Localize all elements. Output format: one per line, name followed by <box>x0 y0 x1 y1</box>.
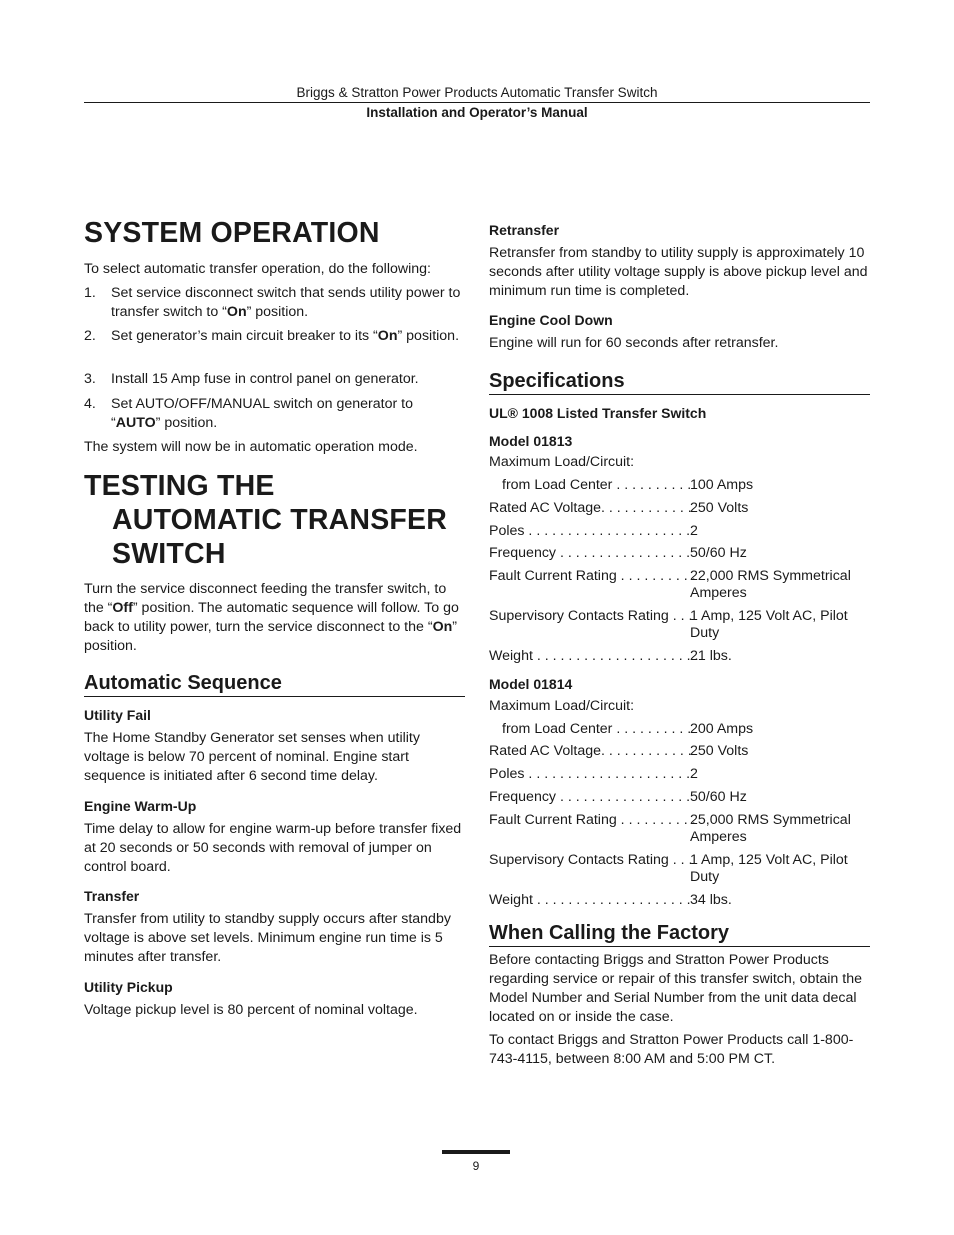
calling-factory-paragraph-2: To contact Briggs and Stratton Power Products call 1-800-743-4115, between 8:00 AM and 5:00 PM CT. <box>489 1032 854 1067</box>
spec-value: 1 Amp, 125 Volt AC, Pilot Duty <box>690 852 848 885</box>
spec-row <box>489 812 870 845</box>
calling-factory-heading: When Calling the Factory <box>489 921 870 947</box>
spec-label: Frequency . . . . . . . . . . . . . . . . . <box>489 545 691 561</box>
spec-value: 1 Amp, 125 Volt AC, Pilot Duty <box>690 608 848 641</box>
spec-value: 250 Volts <box>690 500 749 516</box>
step-number: 4. <box>84 396 96 412</box>
step-4 <box>84 395 465 433</box>
engine-warmup-heading: Engine Warm-Up <box>84 798 197 814</box>
testing-heading-line3: SWITCH <box>112 538 226 570</box>
system-operation-heading: SYSTEM OPERATION <box>84 217 380 249</box>
spec-label: Rated AC Voltage. . . . . . . . . . . . <box>489 500 692 516</box>
step-number: 3. <box>84 371 96 387</box>
spec-row <box>489 608 870 641</box>
testing-heading <box>84 469 447 571</box>
spec-row <box>489 454 870 471</box>
spec-row <box>489 852 870 885</box>
spec-value: 22,000 RMS Symmetrical Amperes <box>690 568 851 601</box>
step-text-end: ” position. <box>155 415 218 431</box>
step-bold-text: AUTO <box>115 415 156 431</box>
spec-value: 34 lbs. <box>690 892 732 908</box>
spec-value: 2 <box>690 766 698 782</box>
spec-value: 100 Amps <box>690 477 754 493</box>
utility-pickup-heading: Utility Pickup <box>84 979 173 995</box>
spec-label: Frequency . . . . . . . . . . . . . . . . . <box>489 789 691 805</box>
spec-label: from Load Center . . . . . . . . . . <box>502 477 692 493</box>
header-rule <box>84 102 870 103</box>
spec-label: Supervisory Contacts Rating . . . <box>489 608 693 624</box>
spec-value: 200 Amps <box>690 721 754 737</box>
spec-row <box>489 743 870 760</box>
page-number: 9 <box>472 1159 480 1173</box>
running-header <box>84 84 870 121</box>
step-1 <box>84 284 465 322</box>
spec-label: Weight . . . . . . . . . . . . . . . . . . . . <box>489 892 691 908</box>
retransfer-heading: Retransfer <box>489 222 560 238</box>
spec-row <box>489 545 870 562</box>
step-number: 1. <box>84 285 96 301</box>
engine-cooldown-text: Engine will run for 60 seconds after retransfer. <box>489 335 779 351</box>
testing-heading-line2: AUTOMATIC TRANSFER <box>112 504 448 536</box>
utility-fail-heading: Utility Fail <box>84 707 151 723</box>
step-text-end: ” position. <box>246 304 309 320</box>
spec-value: 50/60 Hz <box>690 545 747 561</box>
step-2 <box>84 327 465 346</box>
calling-factory-paragraph-1: Before contacting Briggs and Stratton Power Products regarding service or repair of this transfer switch, obtain the Model Number and Serial Number from the unit data decal located on or inside the case. <box>489 952 862 1025</box>
engine-cooldown-heading: Engine Cool Down <box>489 312 613 328</box>
model-01814-heading: Model 01814 <box>489 676 573 692</box>
step-number: 2. <box>84 328 96 344</box>
step-text-end: ” position. <box>397 328 460 344</box>
spec-row <box>489 523 870 540</box>
spec-row <box>489 789 870 806</box>
spec-label: Rated AC Voltage. . . . . . . . . . . . <box>489 743 692 759</box>
spec-row <box>489 500 870 517</box>
spec-label: Poles . . . . . . . . . . . . . . . . . . . . . <box>489 766 691 782</box>
step-3 <box>84 370 465 389</box>
spec-value: 50/60 Hz <box>690 789 747 805</box>
spec-label: from Load Center . . . . . . . . . . <box>502 721 692 737</box>
spec-row <box>489 698 870 715</box>
utility-pickup-text: Voltage pickup level is 80 percent of nominal voltage. <box>84 1002 418 1018</box>
retransfer-text: Retransfer from standby to utility supply is approximately 10 seconds after utility voltage supply is above pickup level and minimum run time is completed. <box>489 245 868 299</box>
testing-paragraph: Turn the service disconnect feeding the transfer switch, to the “Off” position. The automatic sequence will follow. To go back to utility power, turn the service disconnect to the “On” position. <box>84 581 459 654</box>
spec-label: Fault Current Rating . . . . . . . . . . <box>489 568 696 584</box>
utility-fail-text: The Home Standby Generator set senses when utility voltage is below 70 percent of nominal. Engine start sequence is initiated after 6 second time delay. <box>84 730 420 784</box>
spec-value: 21 lbs. <box>690 648 732 664</box>
step-text: Set generator’s main circuit breaker to its “ <box>111 328 378 344</box>
step-bold-text: On <box>377 328 398 344</box>
step-text: Install 15 Amp fuse in control panel on generator. <box>111 371 419 387</box>
step-text: Set service disconnect switch that sends utility power to transfer switch to “ <box>111 285 461 320</box>
step-text: Set AUTO/OFF/MANUAL switch on generator to “ <box>111 396 413 431</box>
specifications-heading: Specifications <box>489 369 870 395</box>
testing-heading-line1: TESTING THE <box>84 470 275 502</box>
header-subtitle: Installation and Operator’s Manual <box>366 105 588 120</box>
spec-row <box>489 892 870 909</box>
model-01813-heading: Model 01813 <box>489 433 573 449</box>
engine-warmup-text: Time delay to allow for engine warm-up before transfer fixed at 20 seconds or 50 seconds with removal of jumper on control board. <box>84 821 462 875</box>
spec-row <box>489 766 870 783</box>
header-title: Briggs & Stratton Power Products Automatic Transfer Switch <box>296 85 658 100</box>
spec-row <box>489 721 870 738</box>
footer-bar <box>442 1150 510 1154</box>
spec-row <box>489 648 870 665</box>
spec-value: 25,000 RMS Symmetrical Amperes <box>690 812 851 845</box>
spec-row <box>489 568 870 601</box>
system-operation-intro: To select automatic transfer operation, do the following: <box>84 261 431 277</box>
spec-label: Poles . . . . . . . . . . . . . . . . . . . . . <box>489 523 691 539</box>
ul-listing-heading: UL® 1008 Listed Transfer Switch <box>489 405 707 421</box>
spec-label: Weight . . . . . . . . . . . . . . . . . . . . . <box>489 648 699 664</box>
spec-label: Maximum Load/Circuit: <box>489 698 635 714</box>
spec-row <box>489 477 870 494</box>
transfer-heading: Transfer <box>84 888 140 904</box>
transfer-text: Transfer from utility to standby supply occurs after standby voltage is above set levels. Minimum engine run time is 5 minutes after transfer. <box>84 911 451 965</box>
spec-label: Maximum Load/Circuit: <box>489 454 635 470</box>
step-bold-text: On <box>226 304 247 320</box>
automatic-sequence-heading: Automatic Sequence <box>84 671 465 697</box>
spec-value: 2 <box>690 523 698 539</box>
spec-value: 250 Volts <box>690 743 749 759</box>
spec-label: Supervisory Contacts Rating . . . <box>489 852 693 868</box>
system-operation-outro: The system will now be in automatic operation mode. <box>84 439 418 455</box>
spec-label: Fault Current Rating . . . . . . . . . . <box>489 812 696 828</box>
